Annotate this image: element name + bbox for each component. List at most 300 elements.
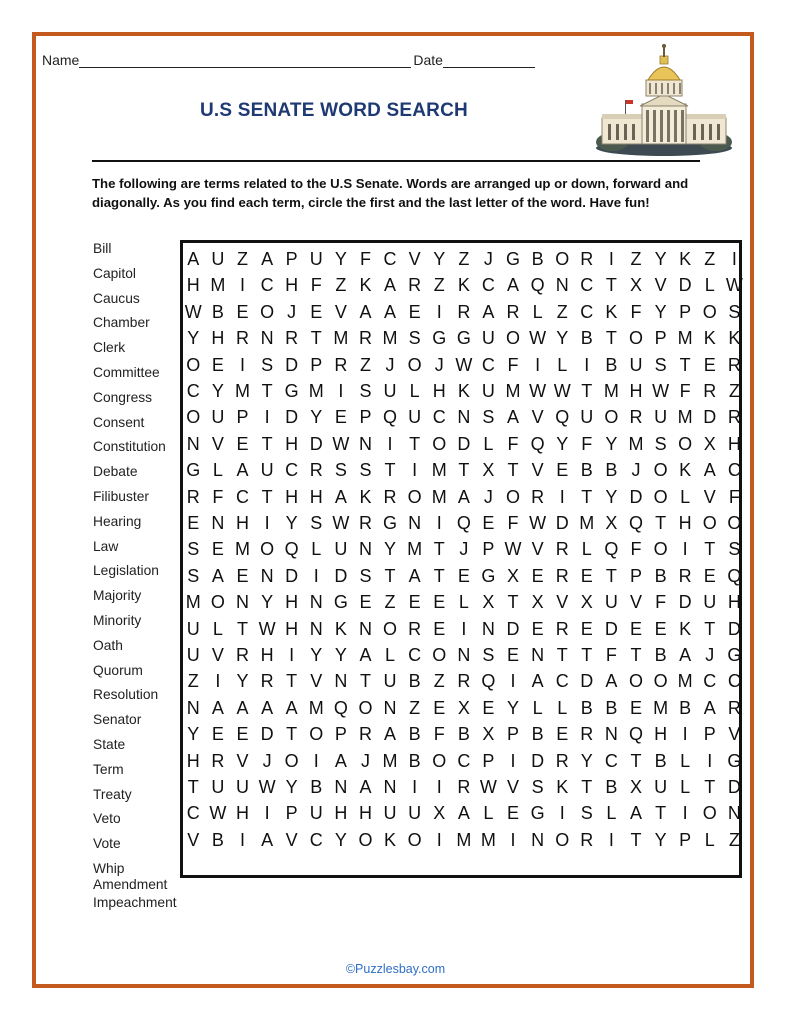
grid-letter[interactable]: U <box>309 803 323 824</box>
grid-letter[interactable]: T <box>605 565 617 586</box>
grid-letter[interactable]: C <box>285 460 299 481</box>
grid-letter[interactable]: Q <box>628 513 643 533</box>
grid-letter[interactable]: I <box>731 249 737 269</box>
grid-letter[interactable]: L <box>557 697 568 718</box>
grid-letter[interactable]: U <box>186 618 200 639</box>
grid-letter[interactable]: K <box>359 486 372 507</box>
grid-letter[interactable]: O <box>653 460 668 481</box>
grid-letter[interactable]: N <box>604 724 618 745</box>
grid-letter[interactable]: R <box>555 618 569 639</box>
grid-letter[interactable]: V <box>654 275 667 296</box>
grid-letter[interactable]: F <box>655 592 667 613</box>
grid-letter[interactable]: A <box>359 645 372 665</box>
grid-letter[interactable]: H <box>358 803 372 824</box>
grid-letter[interactable]: E <box>236 433 249 454</box>
grid-letter[interactable]: R <box>358 328 372 349</box>
grid-letter[interactable]: K <box>457 275 470 296</box>
grid-letter[interactable]: U <box>383 671 397 692</box>
grid-letter[interactable]: T <box>581 777 593 797</box>
grid-letter[interactable]: U <box>211 249 225 269</box>
grid-letter[interactable]: K <box>556 777 569 797</box>
grid-letter[interactable]: L <box>483 433 494 454</box>
grid-letter[interactable]: F <box>310 275 322 296</box>
grid-letter[interactable]: K <box>703 328 716 349</box>
grid-letter[interactable]: I <box>682 803 688 824</box>
grid-letter[interactable]: Q <box>530 275 545 296</box>
grid-letter[interactable]: U <box>211 777 225 797</box>
grid-letter[interactable]: X <box>629 777 642 797</box>
grid-letter[interactable]: O <box>628 328 643 349</box>
grid-letter[interactable]: Y <box>654 829 667 850</box>
grid-letter[interactable]: T <box>261 486 273 507</box>
grid-letter[interactable]: W <box>725 275 743 296</box>
grid-letter[interactable]: Q <box>530 433 545 454</box>
grid-letter[interactable]: B <box>580 328 593 349</box>
grid-letter[interactable]: C <box>432 407 446 428</box>
grid-letter[interactable]: M <box>505 381 521 401</box>
grid-letter[interactable]: T <box>507 592 519 613</box>
grid-letter[interactable]: H <box>285 433 299 454</box>
grid-letter[interactable]: R <box>408 618 422 639</box>
grid-letter[interactable]: S <box>310 513 323 533</box>
grid-letter[interactable]: H <box>432 381 446 401</box>
grid-letter[interactable]: C <box>186 803 200 824</box>
grid-letter[interactable]: K <box>359 275 372 296</box>
grid-letter[interactable]: Y <box>187 328 200 349</box>
grid-letter[interactable]: G <box>333 592 348 613</box>
grid-letter[interactable]: A <box>334 750 347 771</box>
grid-letter[interactable]: P <box>679 829 692 850</box>
grid-letter[interactable]: P <box>482 539 495 560</box>
grid-letter[interactable]: X <box>482 724 495 745</box>
grid-letter[interactable]: I <box>239 354 245 375</box>
grid-letter[interactable]: M <box>185 592 201 613</box>
grid-letter[interactable]: L <box>311 539 322 560</box>
grid-letter[interactable]: F <box>581 433 593 454</box>
grid-letter[interactable]: A <box>507 407 520 428</box>
grid-letter[interactable]: A <box>457 486 470 507</box>
grid-letter[interactable]: I <box>436 513 442 533</box>
grid-letter[interactable]: C <box>481 275 495 296</box>
grid-letter[interactable]: W <box>479 777 497 797</box>
grid-letter[interactable]: W <box>258 777 276 797</box>
grid-letter[interactable]: X <box>531 592 544 613</box>
grid-letter[interactable]: U <box>408 803 422 824</box>
grid-letter[interactable]: R <box>555 565 569 586</box>
grid-letter[interactable]: D <box>727 618 741 639</box>
grid-letter[interactable]: O <box>284 750 299 771</box>
grid-letter[interactable]: A <box>261 249 274 269</box>
grid-letter[interactable]: N <box>358 618 372 639</box>
grid-letter[interactable]: I <box>707 750 713 771</box>
grid-letter[interactable]: U <box>334 539 348 560</box>
grid-letter[interactable]: E <box>433 592 446 613</box>
grid-letter[interactable]: N <box>309 618 323 639</box>
grid-letter[interactable]: O <box>653 539 668 560</box>
grid-letter[interactable]: I <box>264 803 270 824</box>
grid-letter[interactable]: A <box>211 565 224 586</box>
grid-letter[interactable]: R <box>555 539 569 560</box>
grid-letter[interactable]: J <box>459 539 469 560</box>
grid-letter[interactable]: Z <box>433 275 445 296</box>
grid-letter[interactable]: B <box>211 829 224 850</box>
grid-letter[interactable]: Y <box>261 592 274 613</box>
grid-letter[interactable]: T <box>704 539 716 560</box>
grid-letter[interactable]: T <box>605 328 617 349</box>
grid-letter[interactable]: X <box>482 592 495 613</box>
grid-letter[interactable]: N <box>383 697 397 718</box>
grid-letter[interactable]: M <box>210 275 226 296</box>
grid-letter[interactable]: P <box>654 328 667 349</box>
grid-letter[interactable]: R <box>727 407 741 428</box>
grid-letter[interactable]: O <box>653 486 668 507</box>
grid-letter[interactable]: T <box>507 460 519 481</box>
grid-letter[interactable]: P <box>285 249 298 269</box>
grid-letter[interactable]: A <box>408 565 421 586</box>
grid-letter[interactable]: I <box>584 354 590 375</box>
grid-letter[interactable]: M <box>628 433 644 454</box>
grid-letter[interactable]: S <box>728 301 741 322</box>
grid-letter[interactable]: Z <box>187 671 199 692</box>
grid-letter[interactable]: S <box>482 407 495 428</box>
grid-letter[interactable]: E <box>236 565 249 586</box>
grid-letter[interactable]: E <box>408 592 421 613</box>
grid-letter[interactable]: S <box>359 381 372 401</box>
grid-letter[interactable]: K <box>605 301 618 322</box>
grid-letter[interactable]: V <box>531 460 544 481</box>
grid-letter[interactable]: S <box>654 433 667 454</box>
grid-letter[interactable]: R <box>580 249 594 269</box>
grid-letter[interactable]: O <box>702 301 717 322</box>
grid-letter[interactable]: O <box>432 750 447 771</box>
grid-letter[interactable]: I <box>682 539 688 560</box>
grid-letter[interactable]: B <box>605 460 618 481</box>
grid-letter[interactable]: M <box>431 460 447 481</box>
grid-letter[interactable]: M <box>456 829 472 850</box>
grid-letter[interactable]: S <box>334 460 347 481</box>
grid-letter[interactable]: A <box>236 460 249 481</box>
grid-letter[interactable]: F <box>507 354 519 375</box>
grid-letter[interactable]: M <box>333 328 349 349</box>
grid-letter[interactable]: A <box>211 697 224 718</box>
grid-letter[interactable]: I <box>436 777 442 797</box>
grid-letter[interactable]: B <box>408 671 421 692</box>
grid-letter[interactable]: E <box>703 354 716 375</box>
grid-letter[interactable]: A <box>384 301 397 322</box>
grid-letter[interactable]: O <box>555 829 570 850</box>
grid-letter[interactable]: V <box>236 750 249 771</box>
grid-letter[interactable]: R <box>334 354 348 375</box>
grid-letter[interactable]: F <box>359 249 371 269</box>
grid-letter[interactable]: V <box>310 671 323 692</box>
grid-letter[interactable]: N <box>481 618 495 639</box>
grid-letter[interactable]: U <box>629 354 643 375</box>
grid-letter[interactable]: H <box>235 803 249 824</box>
grid-letter[interactable]: R <box>211 750 225 771</box>
grid-letter[interactable]: E <box>580 618 593 639</box>
grid-letter[interactable]: X <box>433 803 446 824</box>
grid-letter[interactable]: F <box>630 539 642 560</box>
grid-letter[interactable]: U <box>211 407 225 428</box>
grid-letter[interactable]: C <box>260 275 274 296</box>
grid-letter[interactable]: T <box>261 381 273 401</box>
grid-letter[interactable]: W <box>184 301 202 322</box>
grid-letter[interactable]: N <box>358 539 372 560</box>
grid-letter[interactable]: T <box>310 328 322 349</box>
grid-letter[interactable]: H <box>285 618 299 639</box>
grid-letter[interactable]: F <box>679 381 691 401</box>
grid-letter[interactable]: R <box>235 328 249 349</box>
grid-letter[interactable]: Y <box>654 301 667 322</box>
grid-letter[interactable]: U <box>654 777 668 797</box>
grid-letter[interactable]: W <box>332 513 350 533</box>
grid-letter[interactable]: P <box>482 750 495 771</box>
grid-letter[interactable]: X <box>580 592 593 613</box>
grid-letter[interactable]: I <box>461 618 467 639</box>
grid-letter[interactable]: P <box>629 565 642 586</box>
grid-letter[interactable]: D <box>604 618 618 639</box>
grid-letter[interactable]: S <box>187 539 200 560</box>
grid-letter[interactable]: T <box>187 777 199 797</box>
grid-letter[interactable]: H <box>678 513 692 533</box>
grid-letter[interactable]: P <box>334 724 347 745</box>
grid-letter[interactable]: U <box>186 645 200 665</box>
grid-letter[interactable]: T <box>581 381 593 401</box>
grid-letter[interactable]: N <box>186 433 200 454</box>
grid-letter[interactable]: V <box>211 433 224 454</box>
grid-letter[interactable]: K <box>728 328 741 349</box>
grid-letter[interactable]: W <box>553 381 571 401</box>
grid-letter[interactable]: F <box>605 645 617 665</box>
grid-letter[interactable]: I <box>608 829 614 850</box>
grid-letter[interactable]: N <box>531 829 545 850</box>
grid-letter[interactable]: U <box>383 381 397 401</box>
grid-letter[interactable]: R <box>506 301 520 322</box>
grid-letter[interactable]: N <box>457 407 471 428</box>
grid-letter[interactable]: J <box>631 460 641 481</box>
grid-letter[interactable]: T <box>433 565 445 586</box>
grid-letter[interactable]: U <box>604 592 618 613</box>
grid-letter[interactable]: O <box>678 433 693 454</box>
grid-letter[interactable]: Z <box>458 249 470 269</box>
grid-letter[interactable]: P <box>236 407 249 428</box>
grid-letter[interactable]: O <box>186 354 201 375</box>
grid-letter[interactable]: O <box>383 618 398 639</box>
grid-letter[interactable]: P <box>679 301 692 322</box>
grid-letter[interactable]: T <box>236 618 248 639</box>
grid-letter[interactable]: E <box>211 354 224 375</box>
grid-letter[interactable]: L <box>385 645 396 665</box>
grid-letter[interactable]: N <box>727 803 741 824</box>
grid-letter[interactable]: W <box>209 803 227 824</box>
grid-letter[interactable]: G <box>481 565 496 586</box>
grid-letter[interactable]: B <box>679 697 692 718</box>
grid-letter[interactable]: B <box>654 565 667 586</box>
grid-letter[interactable]: Y <box>310 645 323 665</box>
grid-letter[interactable]: E <box>457 565 470 586</box>
grid-letter[interactable]: O <box>702 803 717 824</box>
grid-letter[interactable]: N <box>235 592 249 613</box>
grid-letter[interactable]: E <box>580 565 593 586</box>
grid-letter[interactable]: J <box>434 354 444 375</box>
grid-letter[interactable]: A <box>605 671 618 692</box>
grid-letter[interactable]: T <box>630 829 642 850</box>
grid-letter[interactable]: R <box>408 275 422 296</box>
grid-letter[interactable]: C <box>727 671 741 692</box>
grid-letter[interactable]: O <box>506 486 521 507</box>
grid-letter[interactable]: R <box>703 381 717 401</box>
grid-letter[interactable]: J <box>360 750 370 771</box>
grid-letter[interactable]: M <box>234 539 250 560</box>
grid-letter[interactable]: L <box>212 618 223 639</box>
grid-letter[interactable]: Y <box>310 407 323 428</box>
grid-letter[interactable]: U <box>481 381 495 401</box>
grid-letter[interactable]: O <box>309 724 324 745</box>
grid-letter[interactable]: N <box>555 275 569 296</box>
grid-letter[interactable]: D <box>555 513 569 533</box>
grid-letter[interactable]: N <box>186 697 200 718</box>
grid-letter[interactable]: T <box>556 645 568 665</box>
grid-letter[interactable]: S <box>654 354 667 375</box>
grid-letter[interactable]: G <box>530 803 545 824</box>
grid-letter[interactable]: Q <box>727 565 742 586</box>
grid-letter[interactable]: C <box>555 671 569 692</box>
grid-letter[interactable]: Y <box>334 829 347 850</box>
grid-letter[interactable]: I <box>510 829 516 850</box>
grid-letter[interactable]: A <box>384 724 397 745</box>
grid-letter[interactable]: N <box>408 513 422 533</box>
grid-letter[interactable]: B <box>408 724 421 745</box>
grid-letter[interactable]: E <box>359 592 372 613</box>
grid-letter[interactable]: C <box>481 354 495 375</box>
grid-letter[interactable]: C <box>457 750 471 771</box>
grid-letter[interactable]: W <box>332 433 350 454</box>
grid-letter[interactable]: Z <box>409 697 421 718</box>
grid-letter[interactable]: Z <box>433 671 445 692</box>
grid-letter[interactable]: K <box>679 618 692 639</box>
grid-letter[interactable]: S <box>187 565 200 586</box>
grid-letter[interactable]: Q <box>383 407 398 428</box>
grid-letter[interactable]: I <box>239 829 245 850</box>
grid-letter[interactable]: E <box>433 618 446 639</box>
grid-letter[interactable]: I <box>289 645 295 665</box>
grid-letter[interactable]: I <box>559 486 565 507</box>
grid-letter[interactable]: L <box>606 803 617 824</box>
grid-letter[interactable]: E <box>236 724 249 745</box>
grid-letter[interactable]: L <box>557 354 568 375</box>
grid-letter[interactable]: O <box>358 697 373 718</box>
grid-letter[interactable]: C <box>186 381 200 401</box>
grid-letter[interactable]: P <box>507 724 520 745</box>
grid-letter[interactable]: A <box>334 486 347 507</box>
grid-letter[interactable]: L <box>458 592 469 613</box>
grid-letter[interactable]: T <box>704 777 716 797</box>
grid-letter[interactable]: T <box>409 433 421 454</box>
grid-letter[interactable]: E <box>556 460 569 481</box>
grid-letter[interactable]: G <box>727 645 742 665</box>
grid-letter[interactable]: G <box>456 328 471 349</box>
grid-letter[interactable]: Y <box>187 724 200 745</box>
grid-letter[interactable]: R <box>629 407 643 428</box>
grid-letter[interactable]: S <box>261 354 274 375</box>
grid-letter[interactable]: K <box>679 249 692 269</box>
grid-letter[interactable]: R <box>186 486 200 507</box>
grid-letter[interactable]: H <box>654 724 668 745</box>
grid-letter[interactable]: R <box>531 486 545 507</box>
grid-letter[interactable]: L <box>532 301 543 322</box>
grid-letter[interactable]: A <box>629 803 642 824</box>
grid-letter[interactable]: J <box>483 249 493 269</box>
grid-letter[interactable]: F <box>507 433 519 454</box>
grid-letter[interactable]: I <box>510 750 516 771</box>
grid-letter[interactable]: X <box>703 433 716 454</box>
grid-letter[interactable]: J <box>287 301 297 322</box>
grid-letter[interactable]: I <box>682 724 688 745</box>
grid-letter[interactable]: B <box>531 249 544 269</box>
grid-letter[interactable]: B <box>580 697 593 718</box>
grid-letter[interactable]: U <box>235 777 249 797</box>
grid-letter[interactable]: U <box>408 407 422 428</box>
grid-letter[interactable]: B <box>310 777 323 797</box>
grid-letter[interactable]: A <box>703 697 716 718</box>
grid-letter[interactable]: H <box>727 592 741 613</box>
grid-letter[interactable]: S <box>728 539 741 560</box>
grid-letter[interactable]: Z <box>704 249 716 269</box>
grid-letter[interactable]: A <box>285 697 298 718</box>
grid-letter[interactable]: P <box>310 354 323 375</box>
grid-letter[interactable]: T <box>630 750 642 771</box>
grid-letter[interactable]: Y <box>556 328 569 349</box>
grid-letter[interactable]: H <box>186 275 200 296</box>
grid-letter[interactable]: S <box>359 565 372 586</box>
grid-letter[interactable]: E <box>236 301 249 322</box>
grid-letter[interactable]: Q <box>481 671 496 692</box>
grid-letter[interactable]: E <box>334 407 347 428</box>
grid-letter[interactable]: M <box>308 381 324 401</box>
grid-letter[interactable]: R <box>727 354 741 375</box>
grid-letter[interactable]: B <box>408 750 421 771</box>
grid-letter[interactable]: Y <box>580 750 593 771</box>
grid-letter[interactable]: V <box>531 539 544 560</box>
grid-letter[interactable]: A <box>457 803 470 824</box>
grid-letter[interactable]: Z <box>728 829 740 850</box>
grid-letter[interactable]: R <box>457 671 471 692</box>
grid-letter[interactable]: U <box>481 328 495 349</box>
grid-letter[interactable]: R <box>727 697 741 718</box>
grid-letter[interactable]: Y <box>285 777 298 797</box>
grid-letter[interactable]: U <box>580 407 594 428</box>
grid-letter[interactable]: E <box>211 724 224 745</box>
grid-letter[interactable]: Z <box>359 354 371 375</box>
grid-letter[interactable]: W <box>529 381 547 401</box>
grid-letter[interactable]: Q <box>333 697 348 718</box>
grid-letter[interactable]: R <box>285 328 299 349</box>
grid-letter[interactable]: B <box>605 697 618 718</box>
grid-letter[interactable]: S <box>359 460 372 481</box>
grid-letter[interactable]: W <box>652 381 670 401</box>
grid-letter[interactable]: R <box>580 829 594 850</box>
grid-letter[interactable]: H <box>334 803 348 824</box>
grid-letter[interactable]: I <box>264 513 270 533</box>
grid-letter[interactable]: I <box>510 671 516 692</box>
grid-letter[interactable]: C <box>309 829 323 850</box>
grid-letter[interactable]: I <box>436 829 442 850</box>
grid-letter[interactable]: F <box>212 486 224 507</box>
grid-letter[interactable]: C <box>235 486 249 507</box>
grid-letter[interactable]: O <box>407 829 422 850</box>
grid-letter[interactable]: W <box>504 539 522 560</box>
grid-letter[interactable]: O <box>506 328 521 349</box>
